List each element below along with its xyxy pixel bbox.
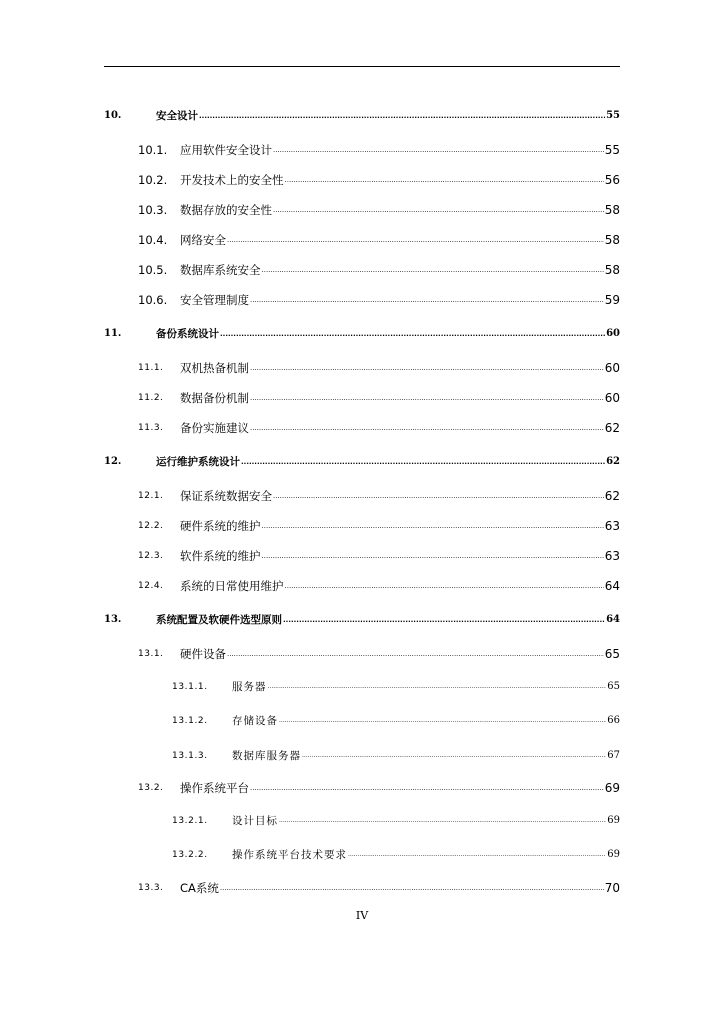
toc-entry-12[interactable] (0, 453, 724, 471)
toc-page: 63 (604, 549, 620, 563)
toc-entry-13-1[interactable] (0, 645, 724, 663)
toc-entry-11-2[interactable] (0, 389, 724, 407)
toc-title: 数据库服务器 (232, 750, 301, 762)
toc-page: 67 (607, 750, 620, 761)
toc-title: 数据备份机制 (180, 391, 249, 405)
toc-title: 数据库系统安全 (180, 263, 261, 277)
dot-leader (268, 678, 607, 696)
toc-title: 存储设备 (232, 715, 278, 727)
toc-page: 65 (607, 681, 620, 692)
toc-number: 13.1.2. (172, 716, 208, 726)
toc-page: 70 (604, 881, 620, 895)
toc-entry-10[interactable] (0, 107, 724, 125)
page-number-footer: IV (355, 909, 369, 922)
toc-entry-11[interactable] (0, 325, 724, 343)
toc-number: 11. (104, 328, 122, 339)
toc-title: 操作系统平台技术要求 (232, 849, 347, 861)
dot-leader (279, 812, 606, 830)
toc-title: 数据存放的安全性 (180, 203, 272, 217)
dot-leader (220, 879, 604, 897)
toc-number: 13.2. (138, 783, 164, 793)
dot-leader (250, 359, 604, 377)
dot-leader (273, 141, 604, 159)
toc-page: 58 (604, 233, 620, 247)
toc-page: 62 (604, 489, 620, 503)
toc-page: 59 (604, 293, 620, 307)
toc-entry-12-2[interactable] (0, 517, 724, 535)
toc-title: 开发技术上的安全性 (180, 173, 284, 187)
toc-entry-11-3[interactable] (0, 419, 724, 437)
toc-entry-13-3[interactable] (0, 879, 724, 897)
dot-leader (283, 611, 605, 629)
toc-title: 硬件系统的维护 (180, 519, 261, 533)
toc-page: 55 (604, 143, 620, 157)
toc-title: CA系统 (180, 881, 219, 895)
toc-number: 13.2.2. (172, 850, 208, 860)
toc-entry-10-2[interactable] (0, 171, 724, 189)
toc-title: 服务器 (232, 681, 267, 693)
toc-number: 10.6. (138, 293, 168, 307)
dot-leader (348, 846, 606, 864)
toc-entry-10-6[interactable] (0, 291, 724, 309)
toc-page: 58 (604, 263, 620, 277)
toc-number: 11.2. (138, 393, 164, 403)
toc-number: 10. (104, 110, 122, 121)
toc-number: 10.3. (138, 203, 168, 217)
dot-leader (262, 517, 604, 535)
toc-title: 安全设计 (156, 110, 198, 122)
toc-title: 操作系统平台 (180, 781, 249, 795)
toc-number: 12.2. (138, 521, 164, 531)
toc-page: 69 (607, 849, 620, 860)
dot-leader (250, 291, 604, 309)
toc-page: 66 (607, 715, 620, 726)
toc-entry-11-1[interactable] (0, 359, 724, 377)
toc-title: 运行维护系统设计 (156, 456, 240, 468)
toc-page: 55 (606, 110, 620, 121)
toc-entry-13-1-2[interactable] (0, 712, 724, 730)
toc-title: 软件系统的维护 (180, 549, 261, 563)
toc-entry-10-5[interactable] (0, 261, 724, 279)
dot-leader (279, 712, 606, 730)
dot-leader (227, 645, 604, 663)
toc-number: 12. (104, 456, 122, 467)
toc-number: 10.5. (138, 263, 168, 277)
toc-title: 应用软件安全设计 (180, 143, 272, 157)
dot-leader (227, 231, 604, 249)
toc-title: 保证系统数据安全 (180, 489, 272, 503)
toc-number: 13.1.1. (172, 682, 208, 692)
toc-page: 62 (606, 456, 620, 467)
dot-leader (241, 453, 605, 471)
toc-number: 11.3. (138, 423, 164, 433)
dot-leader (285, 577, 604, 595)
toc-title: 双机热备机制 (180, 361, 249, 375)
toc-number: 13.3. (138, 883, 164, 893)
toc-entry-13-1-3[interactable] (0, 747, 724, 765)
dot-leader (262, 547, 604, 565)
dot-leader (250, 389, 604, 407)
toc-page: 64 (604, 579, 620, 593)
toc-entry-10-3[interactable] (0, 201, 724, 219)
toc-entry-13-1-1[interactable] (0, 678, 724, 696)
toc-number: 13.1.3. (172, 751, 208, 761)
toc-title: 备份系统设计 (156, 328, 219, 340)
toc-entry-13-2[interactable] (0, 779, 724, 797)
toc-number: 13.1. (138, 649, 164, 659)
dot-leader (250, 419, 604, 437)
dot-leader (199, 107, 605, 125)
toc-entry-13[interactable] (0, 611, 724, 629)
toc-title: 系统配置及软硬件选型原则 (156, 614, 282, 626)
toc-entry-10-4[interactable] (0, 231, 724, 249)
toc-title: 网络安全 (180, 233, 226, 247)
toc-page: 63 (604, 519, 620, 533)
toc-title: 设计目标 (232, 815, 278, 827)
dot-leader (220, 325, 605, 343)
toc-entry-10-1[interactable] (0, 141, 724, 159)
toc-number: 10.2. (138, 173, 168, 187)
toc-title: 备份实施建议 (180, 421, 249, 435)
toc-title: 系统的日常使用维护 (180, 579, 284, 593)
toc-page: 56 (604, 173, 620, 187)
dot-leader (262, 261, 604, 279)
toc-page: 60 (604, 361, 620, 375)
toc-page: 69 (607, 815, 620, 826)
dot-leader (302, 747, 606, 765)
toc-number: 10.1. (138, 143, 168, 157)
toc-number: 13. (104, 614, 122, 625)
toc-number: 10.4. (138, 233, 168, 247)
toc-page: 69 (604, 781, 620, 795)
toc-page: 60 (606, 328, 620, 339)
toc-entry-13-2-1[interactable] (0, 812, 724, 830)
toc-page: 60 (604, 391, 620, 405)
toc-number: 12.3. (138, 551, 164, 561)
toc-page: 65 (604, 647, 620, 661)
toc-page: 64 (606, 614, 620, 625)
dot-leader (273, 201, 604, 219)
toc-entry-12-1[interactable] (0, 487, 724, 505)
toc-entry-12-4[interactable] (0, 577, 724, 595)
toc-entry-13-2-2[interactable] (0, 846, 724, 864)
dot-leader (250, 779, 604, 797)
toc-title: 安全管理制度 (180, 293, 249, 307)
toc-number: 13.2.1. (172, 816, 208, 826)
toc-page: 62 (604, 421, 620, 435)
toc-number: 12.1. (138, 491, 164, 501)
toc-entry-12-3[interactable] (0, 547, 724, 565)
toc-number: 12.4. (138, 581, 164, 591)
toc-number: 11.1. (138, 363, 164, 373)
dot-leader (285, 171, 604, 189)
toc-page: 58 (604, 203, 620, 217)
toc-title: 硬件设备 (180, 647, 226, 661)
dot-leader (273, 487, 604, 505)
